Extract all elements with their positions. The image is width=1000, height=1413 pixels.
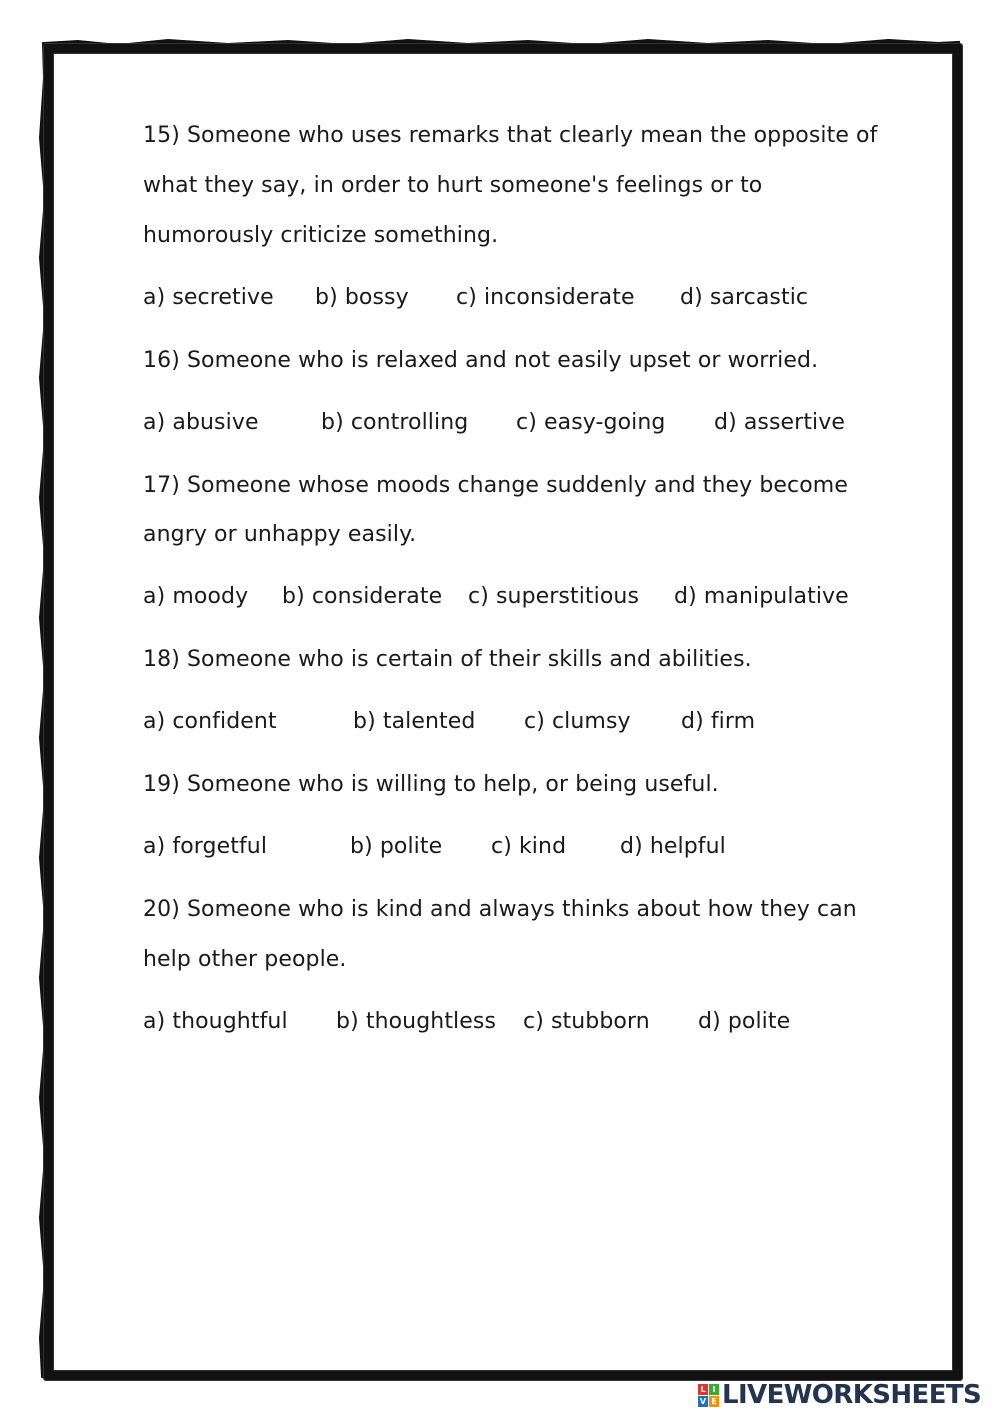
option-18-a[interactable]: a) confident	[143, 709, 277, 734]
option-20-d[interactable]: d) polite	[698, 1009, 791, 1034]
option-19-a[interactable]: a) forgetful	[143, 834, 268, 859]
option-20-c[interactable]: c) stubborn	[523, 1009, 650, 1034]
question-18-line-1: 18) Someone who is certain of their skills and abilities.	[143, 647, 752, 672]
question-20-line-1: 20) Someone who is kind and always thinks about how they can	[143, 897, 857, 922]
logo-square-i: I	[709, 1384, 719, 1395]
question-17-line-2: angry or unhappy easily.	[143, 522, 417, 547]
option-20-b[interactable]: b) thoughtless	[336, 1009, 497, 1034]
option-20-a[interactable]: a) thoughtful	[143, 1009, 288, 1034]
question-20-line-2: help other people.	[143, 947, 347, 972]
question-17-line-1: 17) Someone whose moods change suddenly and they become	[143, 473, 848, 498]
liveworksheets-logo-text: LIVEWORKSHEETS	[722, 1380, 982, 1410]
option-16-d[interactable]: d) assertive	[714, 410, 846, 435]
liveworksheets-logo[interactable]	[698, 1380, 981, 1410]
logo-square-l: L	[698, 1384, 708, 1395]
logo-square-v: V	[699, 1396, 707, 1406]
option-15-a[interactable]: a) secretive	[143, 285, 274, 310]
question-15-line-1: 15) Someone who uses remarks that clearly mean the opposite of	[143, 123, 878, 148]
option-16-b[interactable]: b) controlling	[321, 410, 469, 435]
option-15-b[interactable]: b) bossy	[315, 285, 409, 310]
option-17-b[interactable]: b) considerate	[282, 584, 443, 609]
question-16-line-1: 16) Someone who is relaxed and not easily upset or worried.	[143, 348, 819, 373]
liveworksheets-logo-icon	[698, 1384, 719, 1407]
question-15-line-3: humorously criticize something.	[143, 223, 499, 248]
option-19-b[interactable]: b) polite	[350, 834, 443, 859]
option-18-d[interactable]: d) firm	[681, 709, 756, 734]
logo-square-e: E	[709, 1396, 719, 1407]
question-15-line-2: what they say, in order to hurt someone's feelings or to	[143, 173, 763, 198]
option-15-d[interactable]: d) sarcastic	[680, 285, 809, 310]
option-16-a[interactable]: a) abusive	[143, 410, 259, 435]
option-18-b[interactable]: b) talented	[353, 709, 476, 734]
option-19-d[interactable]: d) helpful	[620, 834, 726, 859]
option-17-a[interactable]: a) moody	[143, 584, 249, 609]
option-17-d[interactable]: d) manipulative	[674, 584, 849, 609]
question-19-line-1: 19) Someone who is willing to help, or being useful.	[143, 772, 719, 797]
option-15-c[interactable]: c) inconsiderate	[456, 285, 635, 310]
option-18-c[interactable]: c) clumsy	[524, 709, 631, 734]
option-19-c[interactable]: c) kind	[491, 834, 567, 859]
option-16-c[interactable]: c) easy-going	[516, 410, 666, 435]
option-17-c[interactable]: c) superstitious	[468, 584, 640, 609]
